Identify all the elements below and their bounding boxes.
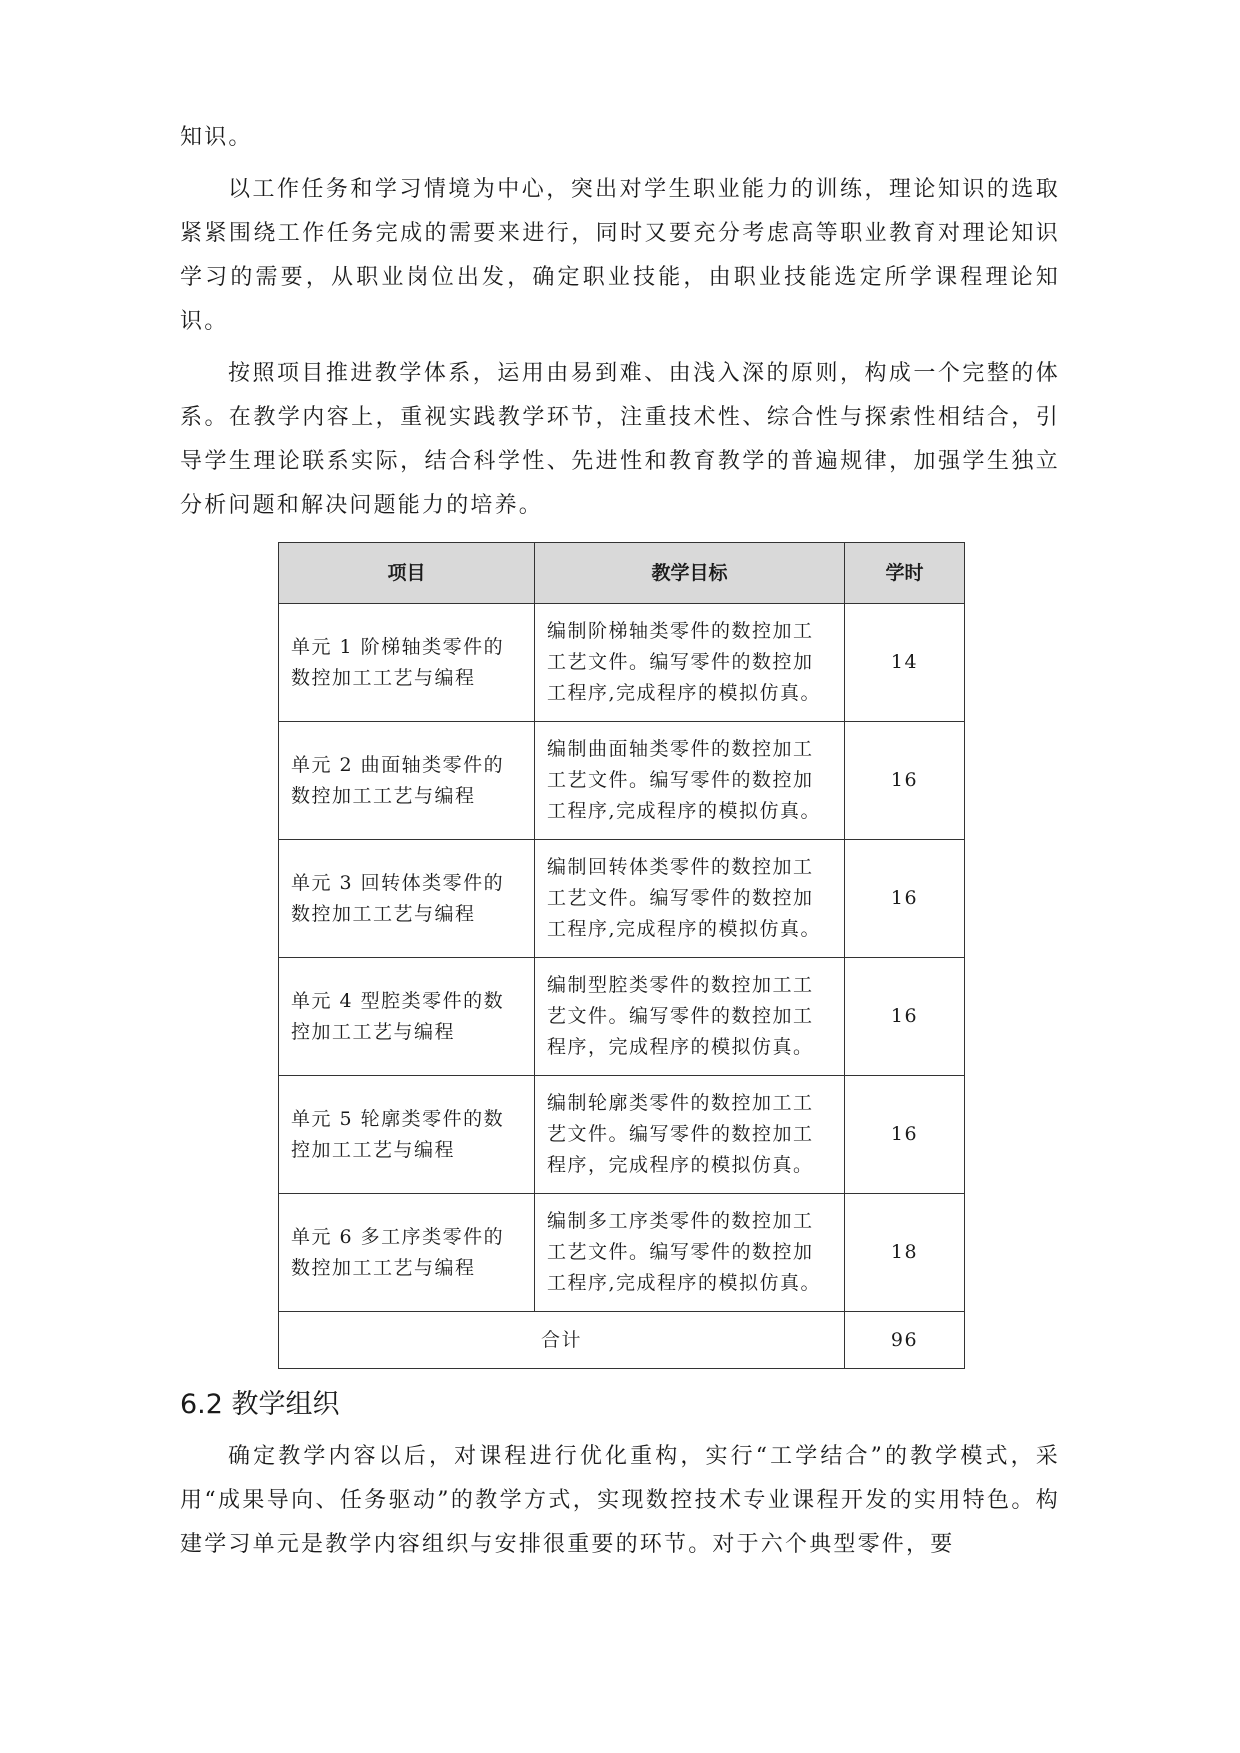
header-project: 项目 xyxy=(279,543,535,604)
section-heading: 6.2 教学组织 xyxy=(180,1389,340,1420)
cell-goal: 编制回转体类零件的数控加工工艺文件。编写零件的数控加工程序,完成程序的模拟仿真。 xyxy=(535,840,845,958)
total-label: 合计 xyxy=(279,1312,845,1369)
table-row xyxy=(279,1076,965,1194)
paragraph-project-system: 按照项目推进教学体系，运用由易到难、由浅入深的原则，构成一个完整的体系。在教学内容上，重视实践教学环节，注重技术性、综合性与探索性相结合，引导学生理论联系实际，结合科学性、先进性和教育教学的普遍规律，加强学生独立分析问题和解决问题能力的培养。 xyxy=(180,361,1060,518)
cell-hours: 16 xyxy=(845,840,965,958)
table-row xyxy=(279,604,965,722)
cell-hours: 16 xyxy=(845,1076,965,1194)
paragraph-continuation: 知识。 xyxy=(180,125,253,150)
cell-goal: 编制阶梯轴类零件的数控加工工艺文件。编写零件的数控加工程序,完成程序的模拟仿真。 xyxy=(535,604,845,722)
teaching-table xyxy=(278,542,965,1369)
cell-project: 单元 1 阶梯轴类零件的数控加工工艺与编程 xyxy=(279,604,535,722)
paragraph-teaching-organization: 确定教学内容以后，对课程进行优化重构，实行“工学结合”的教学模式，采用“成果导向、任务驱动”的教学方式，实现数控技术专业课程开发的实用特色。构建学习单元是教学内容组织与安排很重要的环节。对于六个典型零件，要 xyxy=(180,1444,1060,1557)
page-content xyxy=(180,116,1060,1575)
table-row xyxy=(279,958,965,1076)
cell-goal: 编制曲面轴类零件的数控加工工艺文件。编写零件的数控加工程序,完成程序的模拟仿真。 xyxy=(535,722,845,840)
cell-goal: 编制型腔类零件的数控加工工艺文件。编写零件的数控加工程序，完成程序的模拟仿真。 xyxy=(535,958,845,1076)
cell-goal: 编制轮廓类零件的数控加工工艺文件。编写零件的数控加工程序，完成程序的模拟仿真。 xyxy=(535,1076,845,1194)
table-header-row xyxy=(279,543,965,604)
header-goal: 教学目标 xyxy=(535,543,845,604)
teaching-table-wrapper xyxy=(278,542,964,1369)
table-row xyxy=(279,722,965,840)
cell-goal: 编制多工序类零件的数控加工工艺文件。编写零件的数控加工程序,完成程序的模拟仿真。 xyxy=(535,1194,845,1312)
table-total-row xyxy=(279,1312,965,1369)
total-hours: 96 xyxy=(845,1312,965,1369)
cell-project: 单元 5 轮廓类零件的数控加工工艺与编程 xyxy=(279,1076,535,1194)
cell-hours: 14 xyxy=(845,604,965,722)
table-row xyxy=(279,1194,965,1312)
cell-hours: 18 xyxy=(845,1194,965,1312)
cell-hours: 16 xyxy=(845,722,965,840)
cell-project: 单元 3 回转体类零件的数控加工工艺与编程 xyxy=(279,840,535,958)
cell-project: 单元 2 曲面轴类零件的数控加工工艺与编程 xyxy=(279,722,535,840)
table-row xyxy=(279,840,965,958)
cell-hours: 16 xyxy=(845,958,965,1076)
header-hours: 学时 xyxy=(845,543,965,604)
cell-project: 单元 4 型腔类零件的数控加工工艺与编程 xyxy=(279,958,535,1076)
cell-project: 单元 6 多工序类零件的数控加工工艺与编程 xyxy=(279,1194,535,1312)
paragraph-task-centered: 以工作任务和学习情境为中心，突出对学生职业能力的训练，理论知识的选取紧紧围绕工作任务完成的需要来进行，同时又要充分考虑高等职业教育对理论知识学习的需要，从职业岗位出发，确定职业技能，由职业技能选定所学课程理论知识。 xyxy=(180,177,1060,334)
